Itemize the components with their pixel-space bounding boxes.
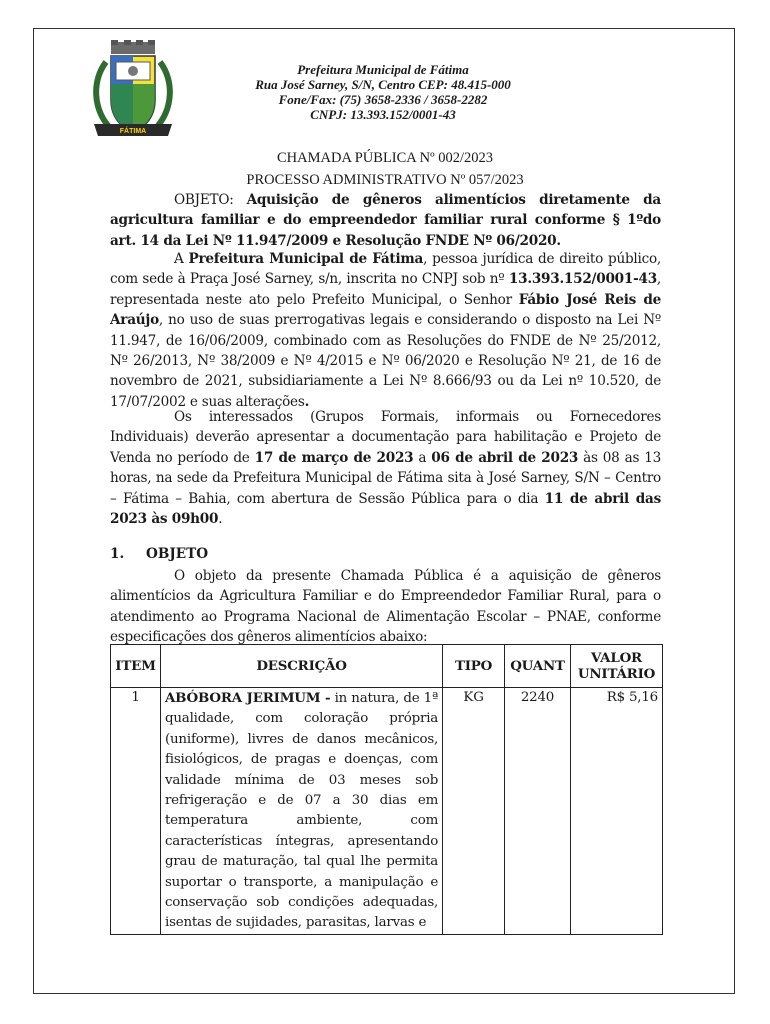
text-run-bold: 11 de abril das 2023 às 09h00 [110, 490, 661, 528]
phone-fax: Fone/Fax: (75) 3658-2336 / 3658-2282 [278, 92, 488, 107]
text-run-bold: Fábio José Reis de Araújo [110, 291, 661, 329]
table-row [111, 688, 663, 935]
cell-item: 1 [111, 688, 161, 935]
text-run: a [413, 449, 432, 466]
text-run-bold: . [304, 393, 310, 410]
municipality-name: Prefeitura Municipal de Fátima [297, 62, 469, 77]
header-quant: QUANT [505, 645, 571, 688]
header-tipo: TIPO [443, 645, 505, 688]
process-title: PROCESSO ADMINISTRATIVO Nº 057/2023 [246, 172, 524, 188]
header-valor-line1: VALOR [591, 650, 642, 666]
objeto-paragraph [110, 190, 661, 251]
items-table [110, 644, 663, 935]
letterhead-text [198, 62, 568, 122]
text-run-bold: Prefeitura Municipal de Fátima [188, 251, 424, 267]
text-run: , no uso de suas prerrogativas legais e considerando o disposto na Lei Nº 11.947, de 16/06/2009, combinado com as Resoluções do FNDE de Nº 25/2012, Nº 26/2013, Nº 38/2009 e Nº 4/2015 e Nº 06/2020 e Resolução Nº 21, de 16 de novembro de 2021, subsidiariamente a Lei Nº 8.666/93 ou da Lei nº 10.520, de 17/07/2002 e suas alterações [110, 312, 661, 410]
text-run-bold: 17 de março de 2023 [254, 449, 414, 466]
header-valor [570, 645, 662, 688]
text-run-bold: 13.393.152/0001-43 [508, 271, 657, 288]
section-number: 1. [110, 546, 125, 562]
text-run: , representada neste ato pelo Prefeito Municipal, o Senhor [110, 271, 661, 308]
product-description: in natura, de 1ª qualidade, com coloração própria (uniforme), livres de danos mecânicos, fisiológicos, de pragas e doenças, com validade mínima de 03 meses sob refrigeração e de 07 a 30 dias em temperatura ambiente, com características íntegras, apresentando grau de maturação, tal qual lhe permita suportar o transporte, a manipulação e conservação sob condições adequadas, isentas de sujidades, parasitas, larvas e [164, 691, 439, 931]
objeto-label: OBJETO: [174, 192, 234, 208]
text-run: , pessoa jurídica de direito público, com sede à Praça José Sarney, s/n, inscrita no CNPJ sob nº [110, 251, 661, 288]
preamble-paragraph [110, 249, 661, 412]
crest-banner-text: FÁTIMA [119, 128, 147, 135]
product-name: ABÓBORA JERIMUM - [164, 690, 331, 706]
cell-descricao [160, 688, 442, 935]
municipal-coat-of-arms-icon [78, 40, 188, 140]
interessados-paragraph [110, 407, 661, 529]
text-run: Os interessados (Grupos Formais, informais ou Fornecedores Individuais) deverão apresentar a documentação para habilitação e Projeto de Venda no período de [110, 409, 661, 466]
table-header-row [111, 645, 663, 688]
text-run: às 08 as 13 horas, na sede da Prefeitura Municipal de Fátima sita à José Sarney, S/N – Centro – Fátima – Bahia, com abertura de Sessão Pública para o dia [110, 449, 661, 507]
text-run: . [218, 511, 223, 528]
section-title: OBJETO [146, 546, 209, 562]
section-heading [110, 546, 208, 562]
header-item: ITEM [111, 645, 161, 688]
document-title: CHAMADA PÚBLICA Nº 002/2023 [277, 150, 493, 166]
cell-tipo: KG [443, 688, 505, 935]
text-run: A [174, 251, 189, 267]
objeto-text: Aquisição de gêneros alimentícios diretamente da agricultura familiar e do empreendedor familiar rural conforme § 1ºdo art. 14 da Lei Nº 11.947/2009 e Resolução FNDE Nº 06/2020. [110, 192, 661, 249]
cell-valor: R$ 5,16 [570, 688, 662, 935]
address: Rua José Sarney, S/N, Centro CEP: 48.415-000 [255, 77, 511, 92]
cnpj: CNPJ: 13.393.152/0001-43 [310, 107, 456, 122]
header-descricao: DESCRIÇÃO [160, 645, 442, 688]
header-valor-line2: UNITÁRIO [577, 666, 656, 682]
letterhead [78, 40, 690, 140]
section-paragraph: O objeto da presente Chamada Pública é a aquisição de gêneros alimentícios da Agricultura Familiar e do Empreendedor Familiar Rural, para o atendimento ao Programa Nacional de Alimentação Escolar – PNAE, conforme especificações dos gêneros alimentícios abaixo: [110, 568, 661, 646]
text-run-bold: 06 de abril de 2023 [431, 449, 579, 466]
cell-quant: 2240 [505, 688, 571, 935]
